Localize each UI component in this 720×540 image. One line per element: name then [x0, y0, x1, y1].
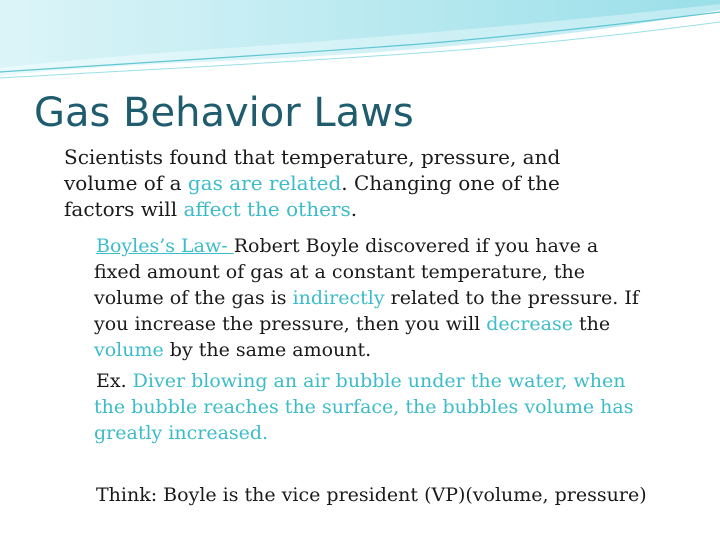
boyles-highlight-volume: volume [94, 339, 164, 361]
bullet-boyles-law [72, 233, 692, 363]
boyles-line-3a: volume of the gas is [94, 287, 293, 309]
think-text: Think: Boyle is the vice president (VP)(volume, pressure) [96, 484, 647, 506]
example-line-1: Diver blowing an air bubble under the water, when [132, 370, 626, 392]
intro-line-1: Scientists found that temperature, pressure, and [64, 145, 561, 169]
boyles-line-2: fixed amount of gas at a constant temperature, the [94, 261, 585, 283]
intro-highlight-gas-related: gas are related [187, 171, 342, 195]
example-line-2: the bubble reaches the surface, the bubbles volume has [94, 396, 634, 418]
intro-highlight-affect-others: affect the others [183, 197, 351, 221]
bullet-gas-laws-intro [40, 144, 640, 222]
boyles-line-1: Robert Boyle discovered if you have a [233, 235, 599, 257]
bullet-example [72, 368, 692, 446]
boyles-law-term: Boyles’s Law- [96, 235, 234, 257]
header-wave-decoration [0, 0, 720, 90]
intro-line-2a: volume of a [64, 171, 188, 195]
boyles-line-4c: the [572, 313, 611, 335]
intro-line-2c: . Changing one of the [341, 171, 560, 195]
intro-line-3c: . [350, 197, 358, 221]
bullet-think [72, 482, 712, 508]
boyles-highlight-indirectly: indirectly [292, 287, 385, 309]
intro-line-3a: factors will [64, 197, 184, 221]
example-line-3: greatly increased. [94, 422, 269, 444]
boyles-line-5b: by the same amount. [163, 339, 372, 361]
boyles-line-3c: related to the pressure. If [384, 287, 639, 309]
boyles-highlight-decrease: decrease [486, 313, 573, 335]
slide-title: Gas Behavior Laws [34, 90, 414, 136]
boyles-line-4a: you increase the pressure, then you will [94, 313, 487, 335]
example-prefix: Ex. [96, 370, 133, 392]
